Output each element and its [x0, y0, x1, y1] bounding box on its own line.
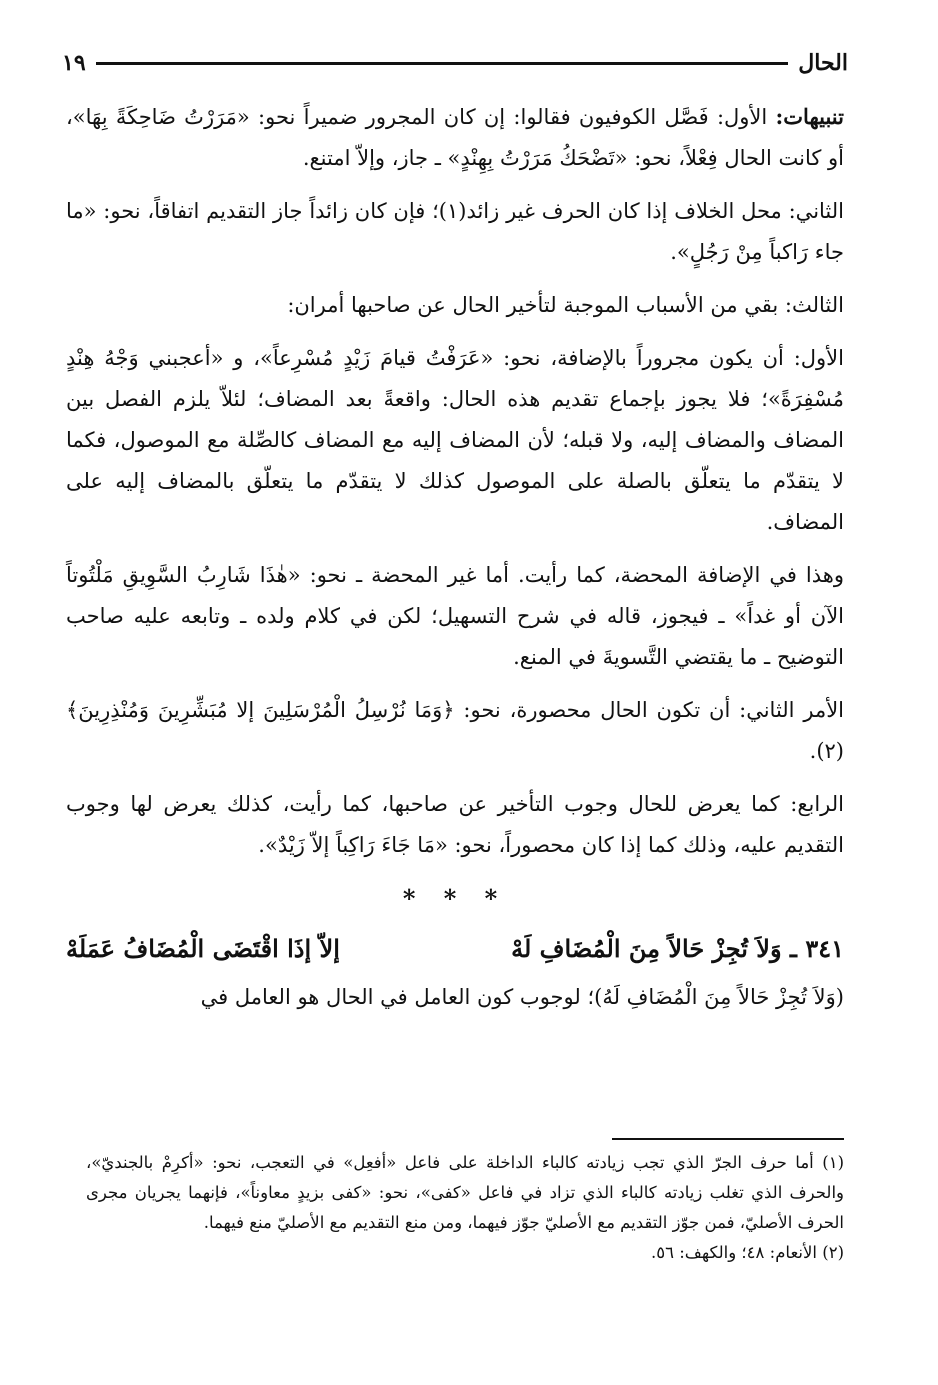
paragraph-text: وهذا في الإضافة المحضة، كما رأيت. أما غير المحضة ـ نحو: «هٰذَا شَارِبُ السَّوِيقِ مَلْتُوتاً الآن أو غداً» ـ فيجوز، قاله في شرح التسهيل؛ لكن في كلام ولده ـ وتابعه عليه صاحب التوضيح ـ ما يقتضي التَّسويةَ في المنع. — [66, 563, 844, 669]
header-title: الحال — [798, 50, 848, 76]
verse-second-half: إلاّ إذَا اقْتَضَى الْمُضَافُ عَمَلَهْ — [66, 934, 340, 963]
verse-line — [66, 927, 844, 971]
paragraph-text: الثالث: بقي من الأسباب الموجبة لتأخير الحال عن صاحبها أمران: — [287, 293, 844, 317]
page-number: ١٩ — [62, 50, 86, 76]
paragraph-text: الثاني: محل الخلاف إذا كان الحرف غير زائد(١)؛ فإن كان زائداً جاز التقديم اتفاقاً، نحو: «ما جاء رَاكباً مِنْ رَجُلٍ». — [66, 199, 845, 264]
verse-first-half: ٣٤١ ـ وَلاَ تُجِزْ حَالاً مِنَ الْمُضَافِ لَهْ — [511, 934, 844, 963]
paragraph-notes — [66, 96, 844, 179]
footnotes — [86, 1148, 844, 1268]
paragraph-text: الرابع: كما يعرض للحال وجوب التأخير عن صاحبها، كما رأيت، كذلك يعرض لها وجوب التقديم عليه، وذلك كما إذا كان محصوراً، نحو: «مَا جَاءَ رَاكِباً إلاّ زَيْدٌ». — [66, 792, 844, 857]
commentary-text: (وَلاَ تُجِزْ حَالاً مِنَ الْمُضَافِ لَهُ)؛ لوجوب كون العامل في الحال هو العامل في — [200, 985, 844, 1009]
paragraph-first-reason — [66, 338, 844, 543]
footnote-2: (٢) الأنعام: ٤٨؛ والكهف: ٥٦. — [651, 1243, 844, 1262]
main-text — [66, 96, 844, 1030]
footnote-rule — [612, 1138, 844, 1140]
section-separator: * * * — [402, 884, 508, 913]
paragraph-text: الأمر الثاني: أن تكون الحال محصورة، نحو: ﴿وَمَا نُرْسِلُ الْمُرْسَلِينَ إلا مُبَشِّرِينَ وَمُنْذِرِينَ﴾(٢). — [66, 698, 844, 763]
paragraph-fourth — [66, 784, 844, 866]
paragraph-text: الأول: أن يكون مجروراً بالإضافة، نحو: «عَرَفْتُ قيامَ زَيْدٍ مُسْرِعاً»، و «أعجبني وَجْهُ هِنْدٍ مُسْفِرَةً»؛ فلا يجوز بإجماع تقديم هذه الحال: واقعةً بعد المضاف؛ لئلاّ يلزم الفصل بين المضاف والمضاف إليه، ولا قبله؛ لأن المضاف إليه مع المضاف كالصِّلة مع الموصول، فكما لا يتقدّم ما يتعلّق بالصلة على الموصول كذلك لا يتقدّم ما يتعلّق بالمضاف إليه على المضاف. — [66, 346, 844, 534]
paragraph-text: الأول: فَصَّل الكوفيون فقالوا: إن كان المجرور ضميراً نحو: «مَرَرْتُ ضَاحِكَةً بِهَا»، أو كانت الحال فِعْلاً، نحو: «تَضْحَكُ مَرَرْتُ بِهِنْدٍ» ـ جاز، وإلاّ امتنع. — [66, 105, 844, 170]
paragraph-lead: تنبيهات: — [775, 104, 844, 129]
paragraph-third — [66, 285, 844, 326]
footnote-1: (١) أما حرف الجرّ الذي تجب زيادته كالباء الداخلة على فاعل «أفعِل» في التعجب، نحو: «أكرِمْ بالجنديّ»، والحرف الذي تغلب زيادته كالباء الذي تزاد في فاعل «كفى»، نحو: «كفى بزيدٍ معاوناً»، فإنهما يجريان مجرى الحرف الأصليّ، فمن جوّز التقديم مع الأصليّ جوّز فيهما، ومن منع التقديم مع الأصليّ منع فيهما. — [86, 1153, 844, 1232]
paragraph-second — [66, 191, 844, 273]
paragraph-non-pure-idafa — [66, 555, 844, 678]
header-rule — [96, 62, 789, 65]
running-header — [62, 48, 848, 78]
paragraph-second-reason — [66, 690, 844, 772]
